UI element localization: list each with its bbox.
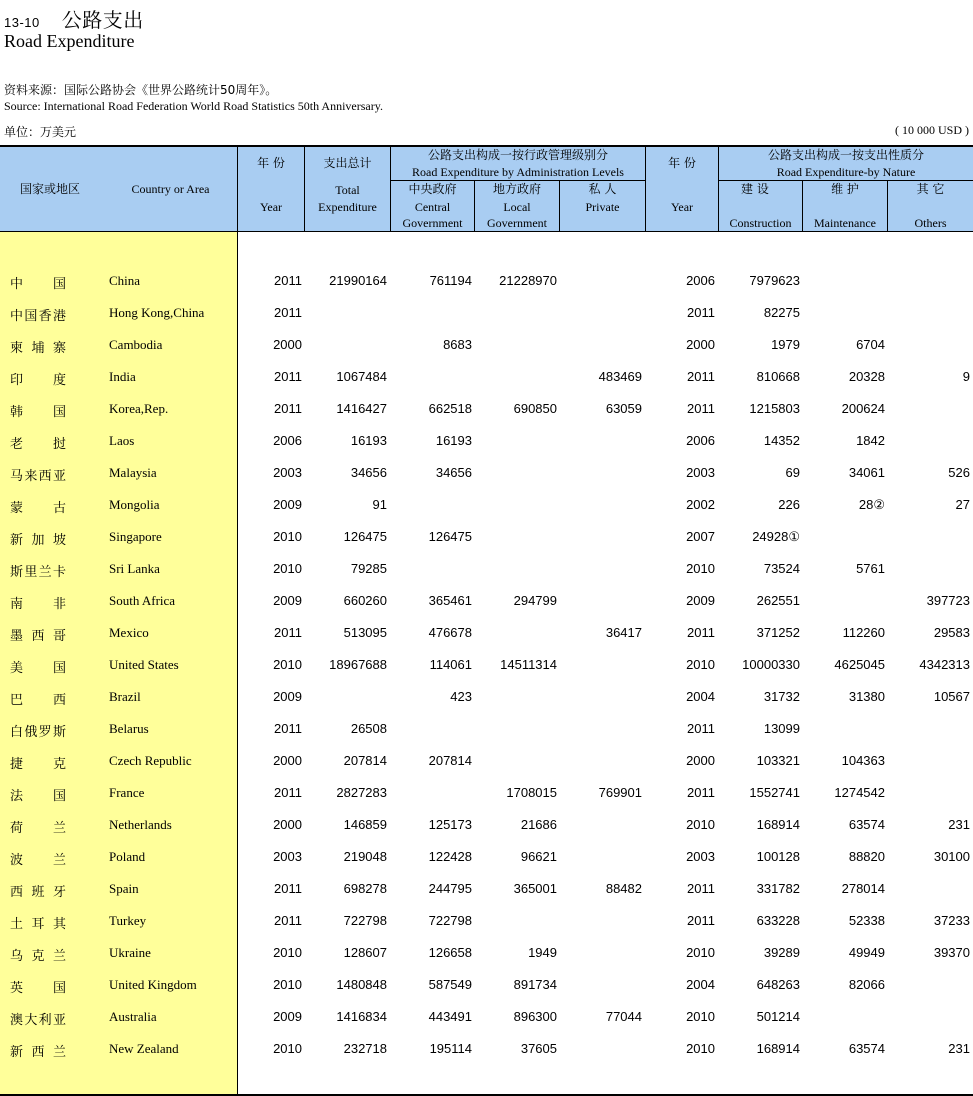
cell-year2: 2006: [686, 433, 715, 448]
cell-en: Singapore: [109, 529, 162, 544]
cell-year: 2011: [274, 305, 302, 320]
cell-year: 2010: [273, 977, 302, 992]
cell-cn: 新西兰: [10, 1045, 66, 1060]
cell-central: 195114: [429, 1041, 472, 1056]
cell-maintenance: 88820: [848, 849, 885, 864]
table-row: [0, 937, 973, 969]
header-others-en: Others: [914, 216, 947, 230]
unit-en: ( 10 000 USD ): [895, 123, 969, 137]
cell-year: 2000: [273, 753, 302, 768]
table-row: [0, 905, 973, 937]
table-row: [0, 777, 973, 809]
cell-en: China: [109, 273, 141, 288]
cell-central: 16193: [435, 433, 472, 448]
cell-total: 18967688: [329, 657, 387, 672]
cell-year2: 2003: [686, 849, 715, 864]
unit-cn: 单位：万美元: [4, 125, 77, 139]
cell-construction: 10000330: [742, 657, 800, 672]
header-bottom-rule: [0, 231, 973, 232]
cell-year2: 2010: [686, 1041, 715, 1056]
cell-total: 722798: [343, 913, 387, 928]
header-private-cn: 私 人: [588, 182, 617, 196]
cell-total: 128607: [343, 945, 387, 960]
header-local-en-1: Local: [503, 200, 531, 214]
table-row: [0, 457, 973, 489]
cell-en: United Kingdom: [109, 977, 197, 992]
cell-total: 698278: [343, 881, 387, 896]
cell-year: 2011: [274, 401, 302, 416]
cell-central: 423: [450, 689, 472, 704]
table-row: [0, 745, 973, 777]
cell-en: Korea,Rep.: [109, 401, 169, 416]
cell-total: 232718: [343, 1041, 387, 1056]
cell-year: 2011: [274, 369, 302, 384]
cell-year2: 2011: [687, 305, 715, 320]
cell-cn: 澳大利亚: [10, 1013, 66, 1028]
cell-year: 2009: [273, 497, 302, 512]
cell-others: 37233: [933, 913, 970, 928]
cell-local: 294799: [513, 593, 557, 608]
cell-en: Netherlands: [109, 817, 172, 832]
cell-others: 9: [962, 369, 970, 384]
cell-maintenance: 63574: [848, 1041, 885, 1056]
header-year2-en: Year: [670, 200, 694, 214]
cell-en: Australia: [109, 1009, 157, 1024]
cell-central: 587549: [428, 977, 472, 992]
cell-local: 891734: [513, 977, 557, 992]
cell-local: 1949: [528, 945, 557, 960]
cell-local: 21228970: [499, 273, 557, 288]
cell-construction: 103321: [756, 753, 800, 768]
cell-maintenance: 34061: [848, 465, 885, 480]
header-central-en-2: Government: [402, 216, 463, 230]
header-year2-cn: 年 份: [668, 156, 696, 170]
cell-cn: 印度: [10, 373, 66, 388]
header-central-en-1: Central: [414, 200, 451, 214]
cell-maintenance: 1842: [856, 433, 885, 448]
cell-local: 690850: [513, 401, 557, 416]
table-row: [0, 681, 973, 713]
cell-year2: 2011: [687, 785, 715, 800]
cell-construction: 371252: [756, 625, 800, 640]
cell-total: 79285: [350, 561, 387, 576]
table-row: [0, 265, 973, 297]
cell-private: 77044: [605, 1009, 642, 1024]
cell-en: Spain: [109, 881, 139, 896]
header-nature-en: Road Expenditure-by Nature: [776, 165, 916, 179]
cell-maintenance: 112260: [842, 625, 885, 640]
cell-total: 207814: [343, 753, 387, 768]
cell-total: 513095: [343, 625, 387, 640]
header-total-en-2: Expenditure: [318, 200, 377, 214]
header-private-en: Private: [585, 200, 620, 214]
cell-year2: 2011: [687, 369, 715, 384]
cell-total: 126475: [343, 529, 387, 544]
cell-en: Belarus: [109, 721, 149, 736]
header-construction-cn: 建 设: [741, 182, 769, 196]
cell-year: 2000: [273, 817, 302, 832]
cell-construction: 501214: [756, 1009, 800, 1024]
cell-en: Turkey: [109, 913, 147, 928]
cell-private: 88482: [605, 881, 642, 896]
table-row: [0, 713, 973, 745]
cell-construction: 7979623: [749, 273, 800, 288]
table-row: [0, 617, 973, 649]
cell-en: Cambodia: [109, 337, 163, 352]
cell-total: 219048: [343, 849, 387, 864]
cell-year2: 2004: [686, 977, 715, 992]
header-admin-cn: 公路支出构成一按行政管理级别分: [427, 148, 608, 162]
cell-year2: 2003: [686, 465, 715, 480]
cell-others: 526: [948, 465, 970, 480]
cell-cn: 斯里兰卡: [10, 565, 66, 580]
cell-year: 2010: [273, 1041, 302, 1056]
header-year-en: Year: [259, 200, 283, 214]
cell-cn: 美国: [10, 661, 66, 676]
cell-year2: 2010: [686, 945, 715, 960]
cell-maintenance: 4625045: [834, 657, 885, 672]
cell-total: 1416834: [336, 1009, 387, 1024]
cell-others: 10567: [933, 689, 970, 704]
cell-cn: 法国: [10, 789, 66, 804]
table-row: [0, 1001, 973, 1033]
cell-cn: 中国: [10, 277, 66, 292]
cell-year2: 2011: [687, 721, 715, 736]
cell-others: 231: [948, 1041, 970, 1056]
cell-central: 207814: [428, 753, 472, 768]
cell-cn: 英国: [10, 981, 66, 996]
cell-construction: 648263: [756, 977, 800, 992]
table-row: [0, 393, 973, 425]
cell-local: 896300: [513, 1009, 557, 1024]
cell-others: 39370: [933, 945, 970, 960]
cell-central: 126658: [428, 945, 472, 960]
cell-year: 2010: [273, 529, 302, 544]
header-year-cn: 年 份: [257, 156, 285, 170]
cell-cn: 韩国: [10, 405, 66, 420]
cell-construction: 24928①: [752, 529, 800, 544]
cell-private: 63059: [605, 401, 642, 416]
cell-en: Poland: [109, 849, 146, 864]
cell-maintenance: 82066: [848, 977, 885, 992]
cell-year: 2010: [273, 945, 302, 960]
cell-en: Mexico: [109, 625, 149, 640]
cell-local: 365001: [513, 881, 557, 896]
page-title-en: Road Expenditure: [4, 31, 135, 51]
cell-total: 16193: [350, 433, 387, 448]
cell-en: Hong Kong,China: [109, 305, 205, 320]
header-admin-en: Road Expenditure by Administration Levels: [412, 165, 624, 179]
cell-central: 122428: [428, 849, 472, 864]
cell-cn: 乌克兰: [10, 949, 66, 964]
cell-central: 244795: [428, 881, 472, 896]
cell-year2: 2010: [686, 561, 715, 576]
cell-en: New Zealand: [109, 1041, 179, 1056]
table-row: [0, 297, 973, 329]
cell-year2: 2002: [686, 497, 715, 512]
cell-construction: 31732: [763, 689, 800, 704]
cell-construction: 14352: [763, 433, 800, 448]
header-construction-en: Construction: [729, 216, 792, 230]
cell-others: 29583: [933, 625, 970, 640]
cell-year: 2003: [273, 465, 302, 480]
page-title-cn: [4, 4, 144, 33]
cell-local: 14511314: [500, 657, 557, 672]
cell-central: 761194: [429, 273, 472, 288]
cell-local: 37605: [520, 1041, 557, 1056]
cell-cn: 巴西: [10, 693, 66, 708]
cell-cn: 柬埔寨: [10, 341, 66, 356]
cell-private: 483469: [598, 369, 642, 384]
cell-maintenance: 6704: [856, 337, 885, 352]
cell-year2: 2011: [687, 881, 715, 896]
cell-maintenance: 63574: [848, 817, 885, 832]
cell-construction: 331782: [756, 881, 800, 896]
cell-year2: 2010: [686, 1009, 715, 1024]
cell-year: 2011: [274, 913, 302, 928]
table-row: [0, 329, 973, 361]
cell-cn: 南非: [10, 597, 66, 612]
cell-cn: 新加坡: [10, 533, 66, 548]
cell-maintenance: 278014: [841, 881, 885, 896]
table-row: [0, 425, 973, 457]
cell-en: Laos: [109, 433, 135, 448]
cell-central: 125173: [428, 817, 472, 832]
cell-maintenance: 31380: [848, 689, 885, 704]
cell-construction: 226: [778, 497, 800, 512]
cell-central: 114061: [429, 657, 472, 672]
header-country-en: Country or Area: [131, 182, 210, 196]
header-maintenance-cn: 维 护: [831, 182, 859, 196]
cell-construction: 82275: [763, 305, 800, 320]
cell-construction: 69: [785, 465, 800, 480]
cell-maintenance: 1274542: [834, 785, 885, 800]
cell-year: 2003: [273, 849, 302, 864]
header-others-cn: 其 它: [916, 182, 945, 196]
table-row: [0, 873, 973, 905]
cell-en: Czech Republic: [109, 753, 192, 768]
cell-others: 27: [955, 497, 970, 512]
cell-construction: 262551: [756, 593, 800, 608]
cell-total: 146859: [343, 817, 387, 832]
header-central-cn: 中央政府: [408, 182, 457, 196]
source-en: Source: International Road Federation World Road Statistics 50th Anniversary.: [4, 99, 383, 113]
cell-construction: 1979: [771, 337, 800, 352]
cell-construction: 1552741: [749, 785, 800, 800]
cell-total: 21990164: [329, 273, 387, 288]
cell-en: India: [109, 369, 136, 384]
cell-cn: 波兰: [10, 853, 66, 868]
header-local-en-2: Government: [487, 216, 547, 230]
cell-year2: 2011: [687, 401, 715, 416]
table-row: [0, 1033, 973, 1065]
cell-cn: 土耳其: [10, 917, 66, 932]
cell-cn: 老挝: [10, 437, 66, 452]
cell-central: 662518: [428, 401, 472, 416]
cell-year: 2011: [274, 273, 302, 288]
expenditure-table: [0, 145, 973, 1096]
table-row: [0, 841, 973, 873]
table-row: [0, 489, 973, 521]
cell-others: 4342313: [919, 657, 970, 672]
cell-construction: 168914: [756, 817, 800, 832]
cell-year: 2000: [273, 337, 302, 352]
table-row: [0, 969, 973, 1001]
header-country-cn: 国家或地区: [19, 182, 80, 196]
cell-en: Ukraine: [109, 945, 151, 960]
table-row: [0, 585, 973, 617]
cell-private: 36417: [605, 625, 642, 640]
cell-year2: 2000: [686, 337, 715, 352]
source-cn: 资料来源：国际公路协会《世界公路统计50周年》。: [4, 83, 278, 97]
cell-year: 2011: [274, 881, 302, 896]
cell-construction: 73524: [763, 561, 800, 576]
cell-year: 2011: [274, 625, 302, 640]
cell-year2: 2010: [686, 657, 715, 672]
table-row: [0, 361, 973, 393]
cell-total: 660260: [343, 593, 387, 608]
cell-cn: 白俄罗斯: [10, 725, 66, 740]
cell-construction: 1215803: [749, 401, 800, 416]
cell-private: 769901: [598, 785, 642, 800]
cell-local: 21686: [520, 817, 557, 832]
cell-en: France: [109, 785, 145, 800]
cell-construction: 100128: [756, 849, 800, 864]
cell-year2: 2011: [687, 625, 715, 640]
cell-year2: 2000: [686, 753, 715, 768]
table-row: [0, 553, 973, 585]
cell-maintenance: 28②: [858, 497, 885, 512]
table-number: 13-10: [4, 15, 40, 30]
cell-construction: 633228: [756, 913, 800, 928]
cell-year: 2010: [273, 561, 302, 576]
cell-en: South Africa: [109, 593, 176, 608]
table-row: [0, 809, 973, 841]
cell-maintenance: 49949: [848, 945, 885, 960]
cell-construction: 13099: [763, 721, 800, 736]
cell-cn: 墨西哥: [10, 629, 66, 644]
cell-maintenance: 20328: [848, 369, 885, 384]
cell-local: 96621: [520, 849, 557, 864]
cell-central: 34656: [435, 465, 472, 480]
cell-total: 1067484: [336, 369, 387, 384]
cell-total: 1416427: [336, 401, 387, 416]
cell-total: 1480848: [336, 977, 387, 992]
cell-year: 2009: [273, 593, 302, 608]
header-local-cn: 地方政府: [492, 182, 541, 196]
cell-central: 365461: [428, 593, 472, 608]
cell-total: 34656: [350, 465, 387, 480]
cell-year: 2011: [274, 785, 302, 800]
cell-year2: 2004: [686, 689, 715, 704]
cell-others: 397723: [926, 593, 970, 608]
cell-cn: 西班牙: [10, 885, 66, 900]
cell-year2: 2006: [686, 273, 715, 288]
header-total-en-1: Total: [335, 183, 360, 197]
cell-construction: 810668: [756, 369, 800, 384]
cell-central: 443491: [428, 1009, 472, 1024]
table-row: [0, 649, 973, 681]
table-row: [0, 521, 973, 553]
cell-year: 2010: [273, 657, 302, 672]
cell-year: 2011: [274, 721, 302, 736]
title-cn-text: 公路支出: [61, 8, 144, 32]
cell-others: 231: [948, 817, 970, 832]
cell-construction: 39289: [763, 945, 800, 960]
cell-year2: 2007: [686, 529, 715, 544]
cell-cn: 蒙古: [10, 501, 66, 516]
cell-cn: 捷克: [10, 757, 66, 772]
header-total-cn: 支出总计: [323, 156, 372, 170]
cell-maintenance: 200624: [841, 401, 885, 416]
cell-central: 476678: [428, 625, 472, 640]
cell-maintenance: 5761: [856, 561, 885, 576]
cell-en: United States: [109, 657, 179, 672]
cell-year: 2009: [273, 1009, 302, 1024]
cell-central: 722798: [428, 913, 472, 928]
cell-central: 8683: [443, 337, 472, 352]
header-maintenance-en: Maintenance: [814, 216, 876, 230]
cell-en: Malaysia: [109, 465, 157, 480]
cell-year2: 2010: [686, 817, 715, 832]
cell-total: 91: [372, 497, 387, 512]
cell-total: 26508: [350, 721, 387, 736]
cell-central: 126475: [428, 529, 472, 544]
cell-year2: 2009: [686, 593, 715, 608]
cell-construction: 168914: [756, 1041, 800, 1056]
cell-year: 2009: [273, 689, 302, 704]
cell-cn: 荷兰: [10, 821, 66, 836]
cell-maintenance: 104363: [841, 753, 885, 768]
cell-cn: 马来西亚: [10, 469, 66, 484]
cell-year: 2006: [273, 433, 302, 448]
cell-en: Mongolia: [109, 497, 160, 512]
cell-total: 2827283: [336, 785, 387, 800]
cell-cn: 中国香港: [10, 309, 66, 324]
cell-maintenance: 52338: [848, 913, 885, 928]
cell-en: Brazil: [109, 689, 141, 704]
cell-en: Sri Lanka: [109, 561, 160, 576]
header-nature-cn: 公路支出构成一按支出性质分: [767, 148, 924, 162]
cell-others: 30100: [933, 849, 970, 864]
cell-local: 1708015: [506, 785, 557, 800]
cell-year2: 2011: [687, 913, 715, 928]
